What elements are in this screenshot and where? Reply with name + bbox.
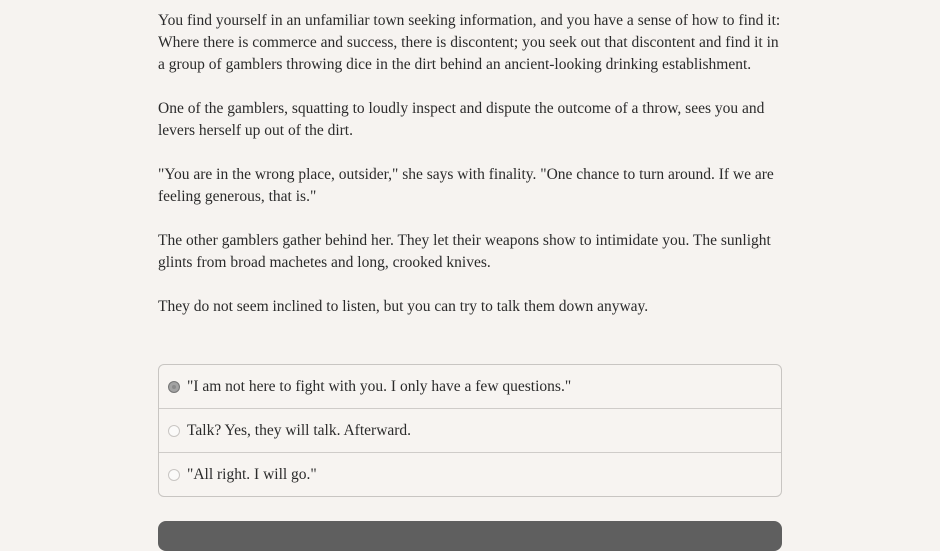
choice-label: "I am not here to fight with you. I only have a few questions." xyxy=(187,377,572,395)
story-paragraph: You find yourself in an unfamiliar town seeking information, and you have a sense of how to find it: Where there is commerce and success, there is discontent; you seek out that discontent and find it in a group of gamblers throwing dice in the dirt behind an ancient-looking drinking establishment. xyxy=(158,12,781,73)
radio-button[interactable] xyxy=(168,469,180,481)
story-paragraph: The other gamblers gather behind her. They let their weapons show to intimidate you. The sunlight glints from broad machetes and long, crooked knives. xyxy=(158,232,771,271)
choice-option[interactable] xyxy=(159,365,781,408)
choice-option[interactable] xyxy=(159,408,781,452)
story-paragraph: "You are in the wrong place, outsider," she says with finality. "One chance to turn around. If we are feeling generous, that is." xyxy=(158,166,774,205)
next-button[interactable] xyxy=(158,521,782,551)
story-paragraph: One of the gamblers, squatting to loudly inspect and dispute the outcome of a throw, sees you and levers herself up out of the dirt. xyxy=(158,100,765,139)
choice-list xyxy=(158,364,782,497)
radio-button[interactable] xyxy=(168,425,180,437)
story-text xyxy=(158,10,782,340)
radio-button-checked[interactable] xyxy=(168,381,180,393)
story-paragraph: They do not seem inclined to listen, but you can try to talk them down anyway. xyxy=(158,298,649,315)
choice-label: Talk? Yes, they will talk. Afterward. xyxy=(187,421,412,439)
choice-label: "All right. I will go." xyxy=(187,465,317,483)
choice-option[interactable] xyxy=(159,452,781,496)
